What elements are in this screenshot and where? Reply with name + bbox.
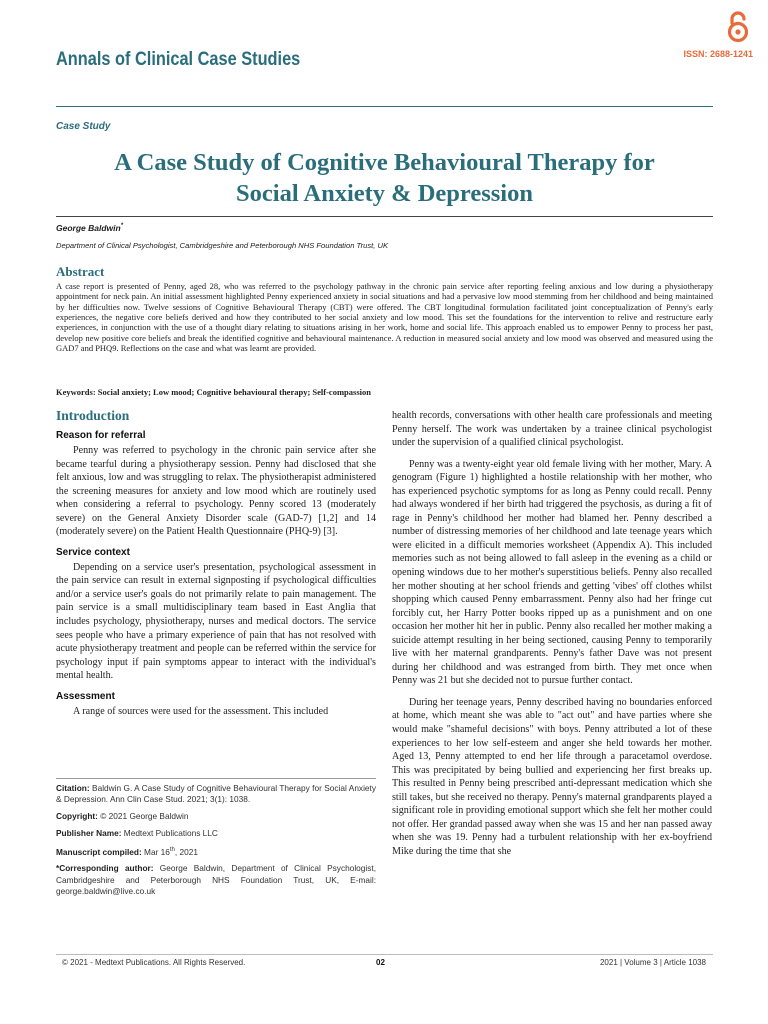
article-type: Case Study: [56, 121, 111, 132]
copyright-text: © 2021 George Baldwin: [97, 811, 189, 822]
citation-entry: [56, 783, 376, 806]
body-paragraph-2: Penny was a twenty-eight year old female living with her mother, Mary. A genogram (Figure 1) highlighted a hostile relationship with her mother, who has experienced psychotic symptoms for as long as Penny could recall. Penny had always wondered if her birth had triggered the psychosis, as during a fit of rage in Penny's childhood her mother had blamed her. Penny described a number of distressing memories of her childhood and late teenage years which were elicited in a difficult memories worksheet (Appendix A). This included memories such as not being allowed to fall asleep in the evening as a child or opening windows due to her mother's superstitious beliefs. Penny also recalled her mother shouting at her school friends and getting 'vibes' off clothes whilst shopping which caused Penny embarrassment. Penny also had her fringe cut forcibly cut, her Harry Potter books ripped up as a punishment and on one occasion her mother hit her in public. Penny also recalled her mother making a suicide attempt resulting in her being sectioned, causing Penny to temporarily live with her maternal grandparents. Penny's father Dave was not present during her childhood and was estranged from birth. They met once when Penny was 21 but she decided not to pursue further contact.: [392, 458, 712, 687]
service-context-heading: Service context: [56, 546, 130, 558]
copyright-label: Copyright:: [56, 811, 98, 822]
header-divider: [56, 106, 713, 107]
citation-divider: [56, 778, 376, 779]
author-text: George Baldwin: [56, 223, 121, 233]
title-divider: [56, 216, 713, 217]
compiled-entry: [56, 845, 376, 858]
introduction-heading: Introduction: [56, 408, 130, 423]
corresponding-label: *Corresponding author:: [56, 863, 154, 874]
citation-text: Baldwin G. A Case Study of Cognitive Behavioural Therapy for Social Anxiety & Depression. Ann Clin Case Stud. 2021; 3(1): 1038.: [56, 783, 376, 805]
left-column: [56, 407, 376, 718]
service-context-paragraph: Depending on a service user's presentation, psychological assessment in the pain service can result in external signposting if psychological difficulties and/or a service user's goals do not primarily relate to pain management. The pain service is a small multidisciplinary team based in East Anglia that includes psychology, physiotherapy, nurses and medical doctors. The service sees people who have a primary experience of pain that has not resolved with acute physiotherapy treatment and people can be referred within the service for psychology input if pain symptoms appear to interact with the individual's mental health.: [56, 561, 376, 682]
title-line-2: Social Anxiety & Depression: [236, 180, 533, 207]
abstract-text: A case report is presented of Penny, aged 28, who was referred to the psychology pathway in the chronic pain service after reporting feeling anxious and low during a physiotherapy appointment for neck pain. An initial assessment highlighted Penny experienced anxiety in social situations and had a pervasive low mood stemming from her childhood and being maintained by her difficulties now. Twelve sessions of Cognitive Behavioural Therapy (CBT) were offered. The CBT longitudinal formulation facilitated joint conceptualization of Penny's early experiences, the negative core beliefs derived and how they contributed to her social anxiety and low mood. This set the foundations for the intervention to relive and restructure early experiences, in conjunction with the use of a thought diary relating to situations arising in her work, home and social life. This approach enabled us to empower Penny to process her past, develop new positive core beliefs and break the identified cognitive and behavioural maintenance. A reduction in measured social anxiety and low mood was observed and measured using the GAD7 and PHQ9. Reflections on the case and what was learnt are provided.: [56, 281, 713, 354]
assessment-heading: Assessment: [56, 690, 115, 702]
right-column: [392, 409, 712, 859]
body-paragraph-1: health records, conversations with other health care professionals and meeting Penny herself. The work was undertaken by a trainee clinical psychologist under the supervision of a qualified clinical psychologist.: [392, 410, 712, 449]
journal-title: Annals of Clinical Case Studies: [56, 49, 301, 70]
citation-box: [56, 783, 376, 903]
abstract-heading: Abstract: [56, 264, 105, 279]
compiled-text: Mar 16: [141, 846, 170, 857]
author-mark: *: [120, 223, 124, 230]
footer-copyright: © 2021 - Medtext Publications. All Rights Reserved.: [62, 958, 246, 967]
keywords: Keywords: Social anxiety; Low mood; Cognitive behavioural therapy; Self-compassion: [56, 387, 371, 397]
issn-label: ISSN: 2688-1241: [683, 49, 753, 59]
title-line-1: A Case Study of Cognitive Behavioural Therapy for: [114, 149, 655, 176]
publisher-entry: [56, 828, 376, 839]
compiled-year: , 2021: [174, 846, 198, 857]
corresponding-text: George Baldwin, Department of Clinical Psychologist, Cambridgeshire and Peterborough NHS Foundation Trust, UK, E-mail: george.baldwin@live.co.uk: [56, 863, 376, 896]
assessment-paragraph: A range of sources were used for the assessment. This included: [73, 705, 329, 717]
footer-volume: 2021 | Volume 3 | Article 1038: [599, 958, 706, 967]
author-name: [56, 223, 123, 233]
open-access-icon: [722, 10, 754, 44]
page-number: 02: [376, 958, 385, 967]
citation-label: Citation:: [56, 783, 90, 793]
publisher-label: Publisher Name:: [56, 827, 122, 838]
author-affiliation: Department of Clinical Psychologist, Cambridgeshire and Peterborough NHS Foundation Trust, UK: [56, 241, 389, 250]
referral-paragraph: Penny was referred to psychology in the chronic pain service after she became tearful during a physiotherapy session. Penny had disclosed that she felt anxious, low and was struggling to relax. The physiotherapist administered the screening measures for anxiety and low mood which are routinely used when considering a referral to psychology. Penny scored 13 (moderately severe) on the General Anxiety Disorder scale (GAD-7) [1,2] and 14 (moderately severe) on the Patient Health Questionnaire (PHQ-9) [3].: [56, 445, 376, 538]
compiled-sup: th: [169, 846, 175, 853]
publisher-text: Medtext Publications LLC: [121, 827, 218, 838]
compiled-label: Manuscript compiled:: [56, 846, 142, 857]
paper-title: [56, 147, 713, 209]
corresponding-entry: [56, 863, 376, 897]
referral-heading: Reason for referral: [56, 430, 146, 441]
body-paragraph-3: During her teenage years, Penny described having no boundaries enforced at home, which meant she was able to "act out" and have parties where she would make "shameful decisions" with boys. Penny attributed a lot of these experiences to her low self-esteem and anger she held towards her mother. Aged 13, Penny attempted to end her life through a paracetamol overdose. This was precipitated by being bullied and experiencing her first breaks up. This resulted in Penny being prescribed anti-depressant medication which she still takes, but she received no therapy. Penny's maternal grandparents played a significant role in providing emotional support which she felt her mother could not offer. Her grandad passed away when she was 15 and her nan passed away when she was 19. Penny had a turbulent relationship with her ex-boyfriend Mike during the time that she: [392, 696, 712, 857]
copyright-entry: [56, 811, 376, 822]
footer-divider: [56, 954, 713, 955]
